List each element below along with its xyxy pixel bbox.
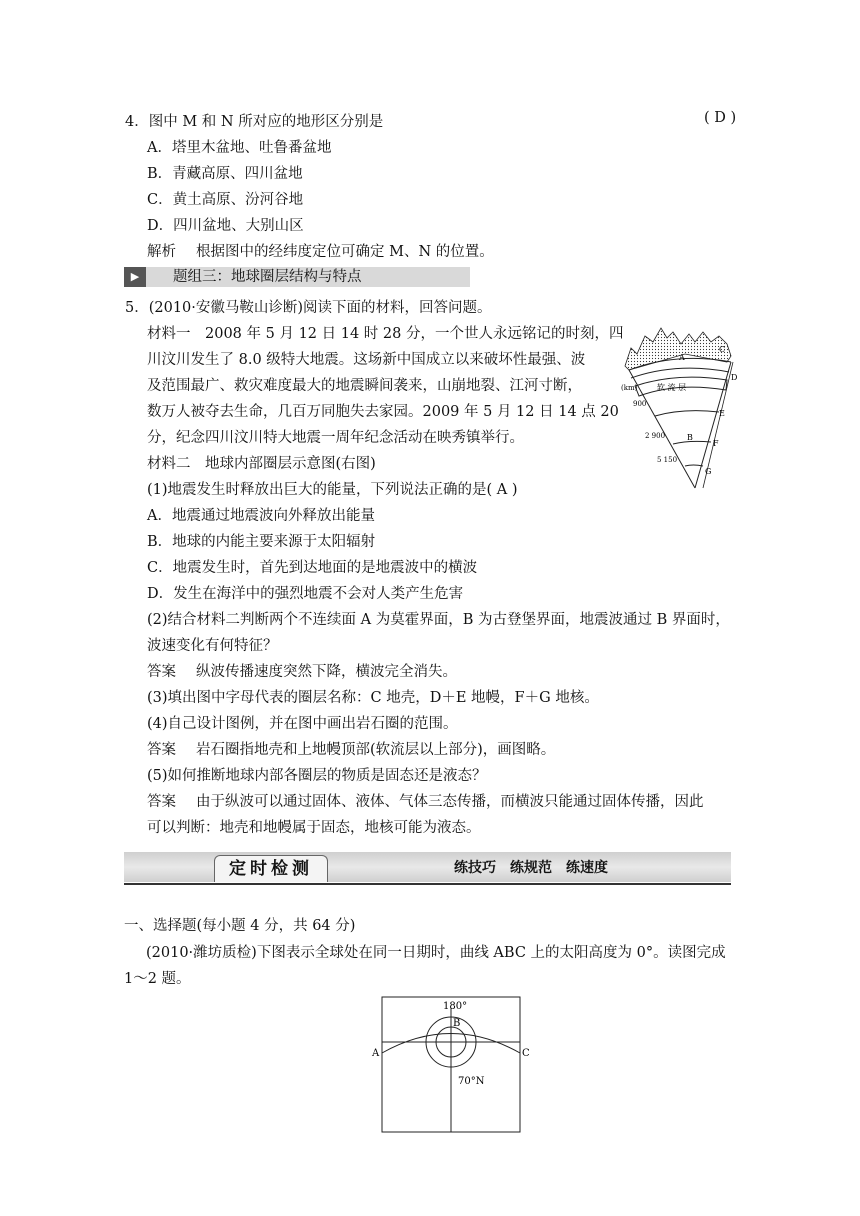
q4-stem: 4．图中 M 和 N 所对应的地形区分别是 [125,114,384,130]
depth-2900: 2 900 [645,432,666,440]
part1-intro: 1～2 题。 [124,971,191,987]
q5-material1-line: 数万人被夺去生命，几百万同胞失去家园。2009 年 5 月 12 日 14 点 20 [147,404,619,420]
label-a: A [679,353,685,362]
q4-analysis: 根据图中的经纬度定位可确定 M、N 的位置。 [196,244,494,260]
q5-answer-label: 答案 [147,742,176,758]
part1-intro: (2010·潍坊质检)下图表示全球处在同一日期时，曲线 ABC 上的太阳高度为 0°。读图完成 [146,945,726,961]
section-title: 题组三：地球圈层结构与特点 [173,269,362,285]
label-b: B [687,433,693,442]
label-c: C [522,1048,530,1059]
q5-sub1-option-a: A．地震通过地震波向外释放出能量 [147,508,375,524]
q5-material1-line: 分，纪念四川汶川特大地震一周年纪念活动在映秀镇举行。 [147,430,524,446]
polar-diagram [366,994,542,1136]
q5-material1-line: 材料一 2008 年 5 月 12 日 14 时 28 分，一个世人永远铭记的时刻，四 [147,326,624,342]
q4-option-a: A．塔里木盆地、吐鲁番盆地 [147,140,332,156]
q5-answer-label: 答案 [147,794,176,810]
timed-test-title: 定时检测 [214,855,328,882]
surface-relief [625,328,731,370]
q5-stem: 5．(2010·安徽马鞍山诊断)阅读下面的材料，回答问题。 [125,300,492,316]
label-b: B [453,1018,461,1029]
km-label: (km) [621,384,638,392]
q4-analysis-label: 解析 [147,244,176,260]
asthenosphere-label: 软 流 层 [657,383,687,392]
q5-sub4: (4)自己设计图例，并在图中画出岩石圈的范围。 [147,716,458,732]
q5-sub2: 波速变化有何特征？ [147,638,278,654]
label-g: G [705,467,712,476]
q5-sub4-answer: 岩石圈指地壳和上地幔顶部(软流层以上部分)，画图略。 [196,742,556,758]
part1-heading: 一、选择题(每小题 4 分，共 64 分) [124,918,356,934]
q5-answer-label: 答案 [147,664,176,680]
q5-sub1: (1)地震发生时释放出巨大的能量，下列说法正确的是( A ) [147,482,518,498]
q4-answer: ( D ) [704,110,737,126]
label-e: E [719,409,725,418]
label-70n: 70°N [458,1076,485,1087]
timed-test-tags: 练技巧 练规范 练速度 [454,860,608,876]
q5-sub5-answer: 由于纵波可以通过固体、液体、气体三态传播，而横波只能通过固体传播，因此 [196,794,704,810]
q5-sub2-answer: 纵波传播速度突然下降，横波完全消失。 [196,664,457,680]
label-180: 180° [443,1001,468,1012]
timed-test-header [124,852,731,886]
q4-option-d: D．四川盆地、大别山区 [147,218,304,234]
label-d: D [731,373,738,382]
depth-900: 900 [633,400,647,408]
q5-sub1-option-b: B．地球的内能主要来源于太阳辐射 [147,534,376,550]
q4-option-b: B．青藏高原、四川盆地 [147,166,303,182]
depth-5150: 5 150 [657,456,678,464]
q5-material1-line: 及范围最广、救灾难度最大的地震瞬间袭来，山崩地裂、江河寸断， [147,378,582,394]
q5-material1-line: 川汶川发生了 8.0 级特大地震。这场新中国成立以来破坏性最强、波 [147,352,586,368]
label-c: C [719,345,726,354]
q5-sub2: (2)结合材料二判断两个不连续面 A 为莫霍界面，B 为古登堡界面，地震波通过 B 界面时， [147,612,730,628]
play-arrow-icon: ▶ [124,267,146,287]
q5-sub3: (3)填出图中字母代表的圈层名称：C 地壳，D＋E 地幔，F＋G 地核。 [147,690,599,706]
q4-option-c: C．黄土高原、汾河谷地 [147,192,304,208]
q5-sub5: (5)如何推断地球内部各圈层的物质是固态还是液态？ [147,768,487,784]
label-f: F [713,439,719,448]
q5-sub1-option-c: C．地震发生时，首先到达地面的是地震波中的横波 [147,560,478,576]
q5-material2: 材料二 地球内部圈层示意图(右图) [147,456,376,472]
q5-sub1-option-d: D．发生在海洋中的强烈地震不会对人类产生危害 [147,586,464,602]
earth-interior-diagram [615,318,745,498]
label-a: A [372,1048,380,1059]
q5-sub5-answer: 可以判断：地壳和地幔属于固态，地核可能为液态。 [147,820,481,836]
